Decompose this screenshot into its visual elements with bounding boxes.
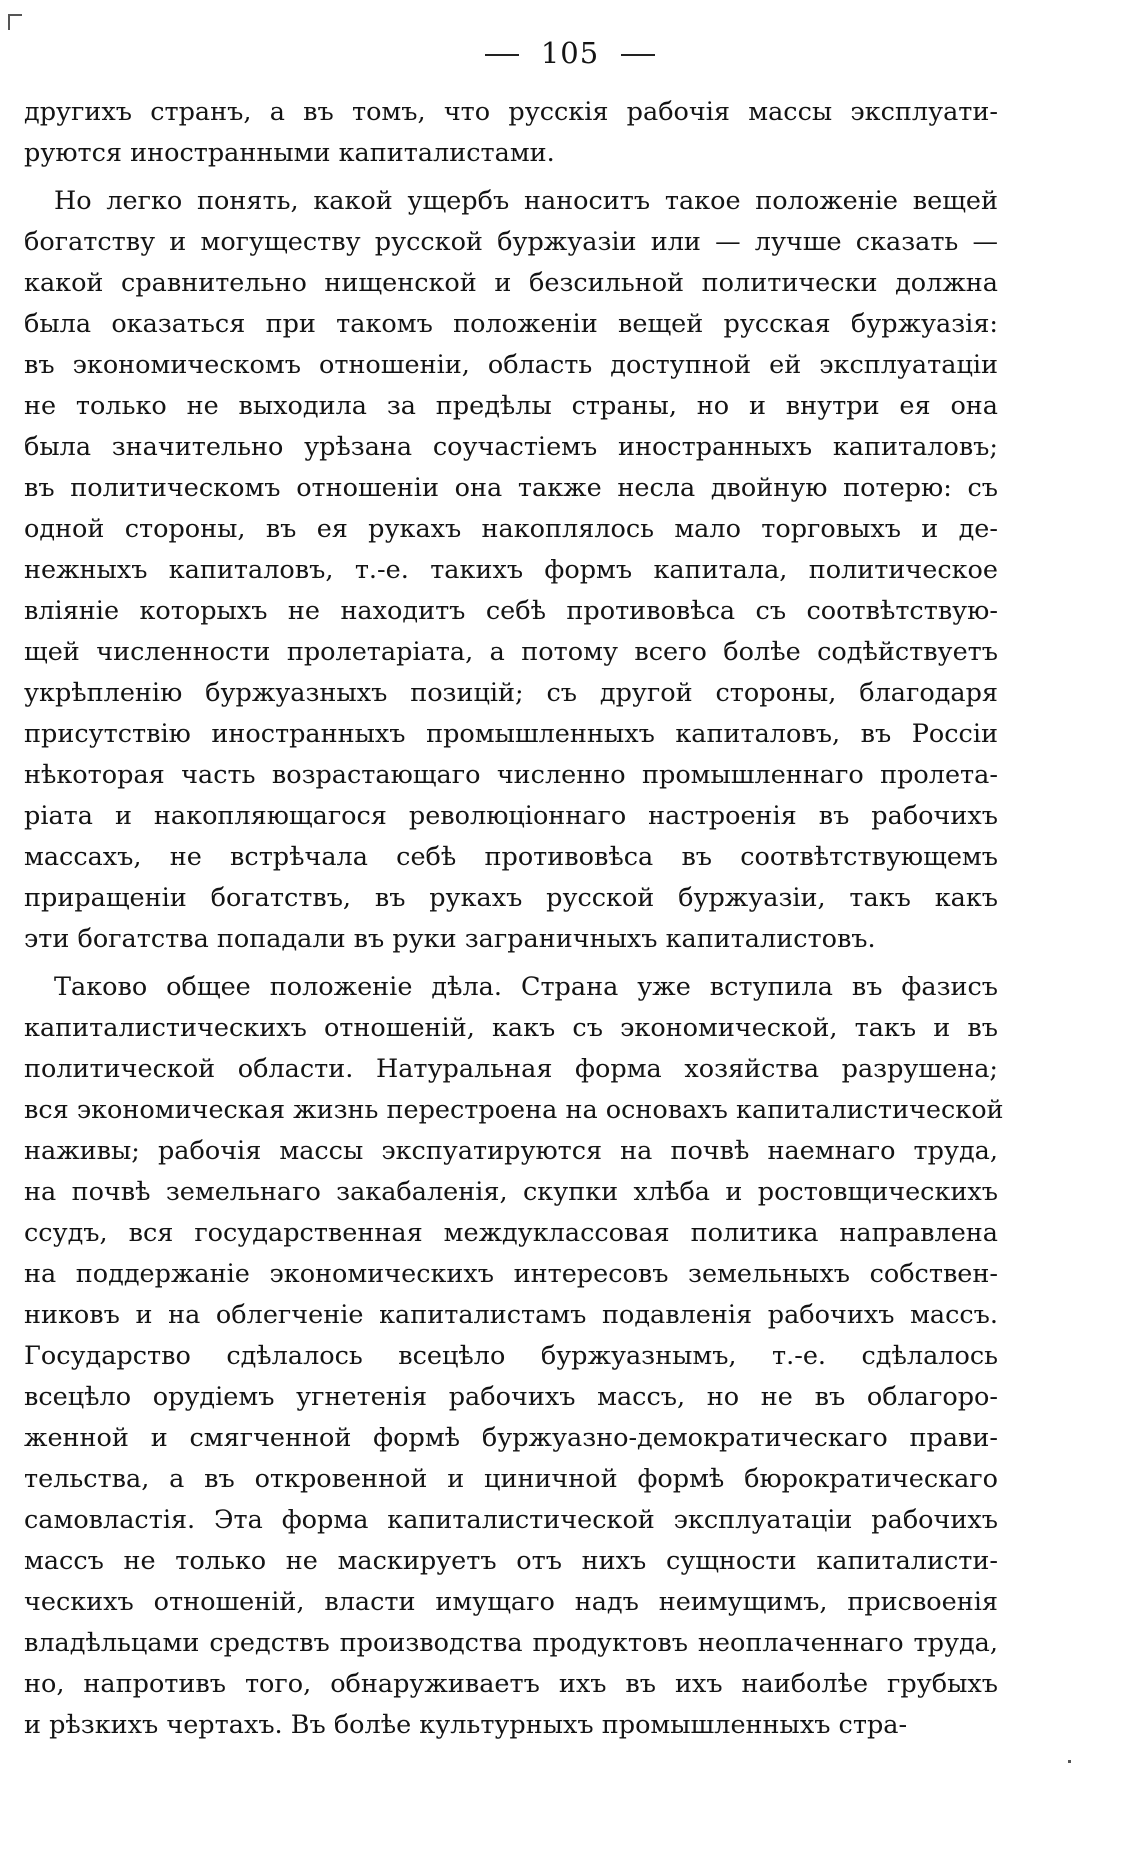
corner-mark [8,14,22,16]
text-line: ческихъ отношеній, власти имущаго надъ неимущимъ, присвоенія [24,1587,998,1617]
text-line: на поддержаніе экономическихъ интересовъ земельныхъ собствен- [24,1259,998,1289]
text-line: наживы; рабочія массы экспуатируются на почвѣ наемнаго труда, [24,1136,998,1166]
text-line: не только не выходила за предѣлы страны, но и внутри ея она [24,391,998,421]
text-line: щей численности пролетаріата, а потому всего болѣе содѣйствуетъ [24,637,998,667]
text-line: на почвѣ земельнаго закабаленія, скупки хлѣба и ростовщическихъ [24,1177,998,1207]
text-line: богатству и могуществу русской буржуазіи или — лучше сказать — [24,227,998,257]
paragraph [24,181,998,960]
text-line: присутствію иностранныхъ промышленныхъ капиталовъ, въ Россіи [24,719,998,749]
text-line: одной стороны, въ ея рукахъ накоплялось мало торговыхъ и де- [24,514,998,544]
text-line: руются иностранными капиталистами. [24,138,555,168]
text-line: никовъ и на облегченіе капиталистамъ подавленія рабочихъ массъ. [24,1300,998,1330]
text-line: въ экономическомъ отношеніи, область доступной ей эксплуатаціи [24,350,998,380]
text-line: нежныхъ капиталовъ, т.-е. такихъ формъ капитала, политическое [24,555,998,585]
header-dash-right [621,54,655,56]
text-line: въ политическомъ отношеніи она также несла двойную потерю: съ [24,473,998,503]
text-line: политической области. Натуральная форма хозяйства разрушена; [24,1054,998,1084]
paragraph [24,92,998,174]
body-text [24,92,1004,1746]
text-line: капиталистическихъ отношеній, какъ съ экономической, такъ и въ [24,1013,998,1043]
text-line: массъ не только не маскируетъ отъ нихъ сущности капиталисти- [24,1546,998,1576]
text-line: самовластія. Эта форма капиталистической эксплуатаціи рабочихъ [24,1505,998,1535]
text-line: какой сравнительно нищенской и безсильной политически должна [24,268,998,298]
text-line: ріата и накопляющагося революціоннаго настроенія въ рабочихъ [24,801,998,831]
paragraph [24,967,1004,1746]
text-line: Государство сдѣлалось всецѣло буржуазнымъ, т.-е. сдѣлалось [24,1341,998,1371]
text-line: укрѣпленію буржуазныхъ позицій; съ другой стороны, благодаря [24,678,998,708]
text-line: была значительно урѣзана соучастіемъ иностранныхъ капиталовъ; [24,432,998,462]
text-line: Но легко понять, какой ущербъ наноситъ такое положеніе вещей [54,186,998,216]
text-line: всецѣло орудіемъ угнетенія рабочихъ массъ, но не въ облагоро- [24,1382,998,1412]
text-line: приращеніи богатствъ, въ рукахъ русской буржуазіи, такъ какъ [24,883,998,913]
corner-mark [8,14,10,30]
text-line: Таково общее положеніе дѣла. Страна уже вступила въ фазисъ [54,972,998,1002]
text-line: эти богатства попадали въ руки заграничныхъ капиталистовъ. [24,924,876,954]
text-line: ссудъ, вся государственная междуклассовая политика направлена [24,1218,998,1248]
text-line: женной и смягченной формѣ буржуазно-демократическаго прави- [24,1423,998,1453]
text-line: вся экономическая жизнь перестроена на основахъ капиталистической [24,1095,1004,1125]
header-dash-left [485,54,519,56]
text-line: владѣльцами средствъ производства продуктовъ неоплаченнаго труда, [24,1628,998,1658]
text-line: и рѣзкихъ чертахъ. Въ болѣе культурныхъ промышленныхъ стра- [24,1710,908,1740]
corner-mark [1068,1760,1071,1763]
text-line: другихъ странъ, а въ томъ, что русскія рабочія массы эксплуати- [24,97,998,127]
text-line: но, напротивъ того, обнаруживаетъ ихъ въ ихъ наиболѣе грубыхъ [24,1669,998,1699]
text-line: массахъ, не встрѣчала себѣ противовѣса въ соотвѣтствующемъ [24,842,998,872]
text-line: нѣкоторая часть возрастающаго численно промышленнаго пролета- [24,760,998,790]
text-line: была оказаться при такомъ положеніи вещей русская буржуазія: [24,309,998,339]
text-line: тельства, а въ откровенной и циничной формѣ бюрократическаго [24,1464,998,1494]
page-header [0,36,1140,70]
text-line: вліяніе которыхъ не находитъ себѣ противовѣса съ соотвѣтствую- [24,596,998,626]
page-number: 105 [540,36,600,70]
